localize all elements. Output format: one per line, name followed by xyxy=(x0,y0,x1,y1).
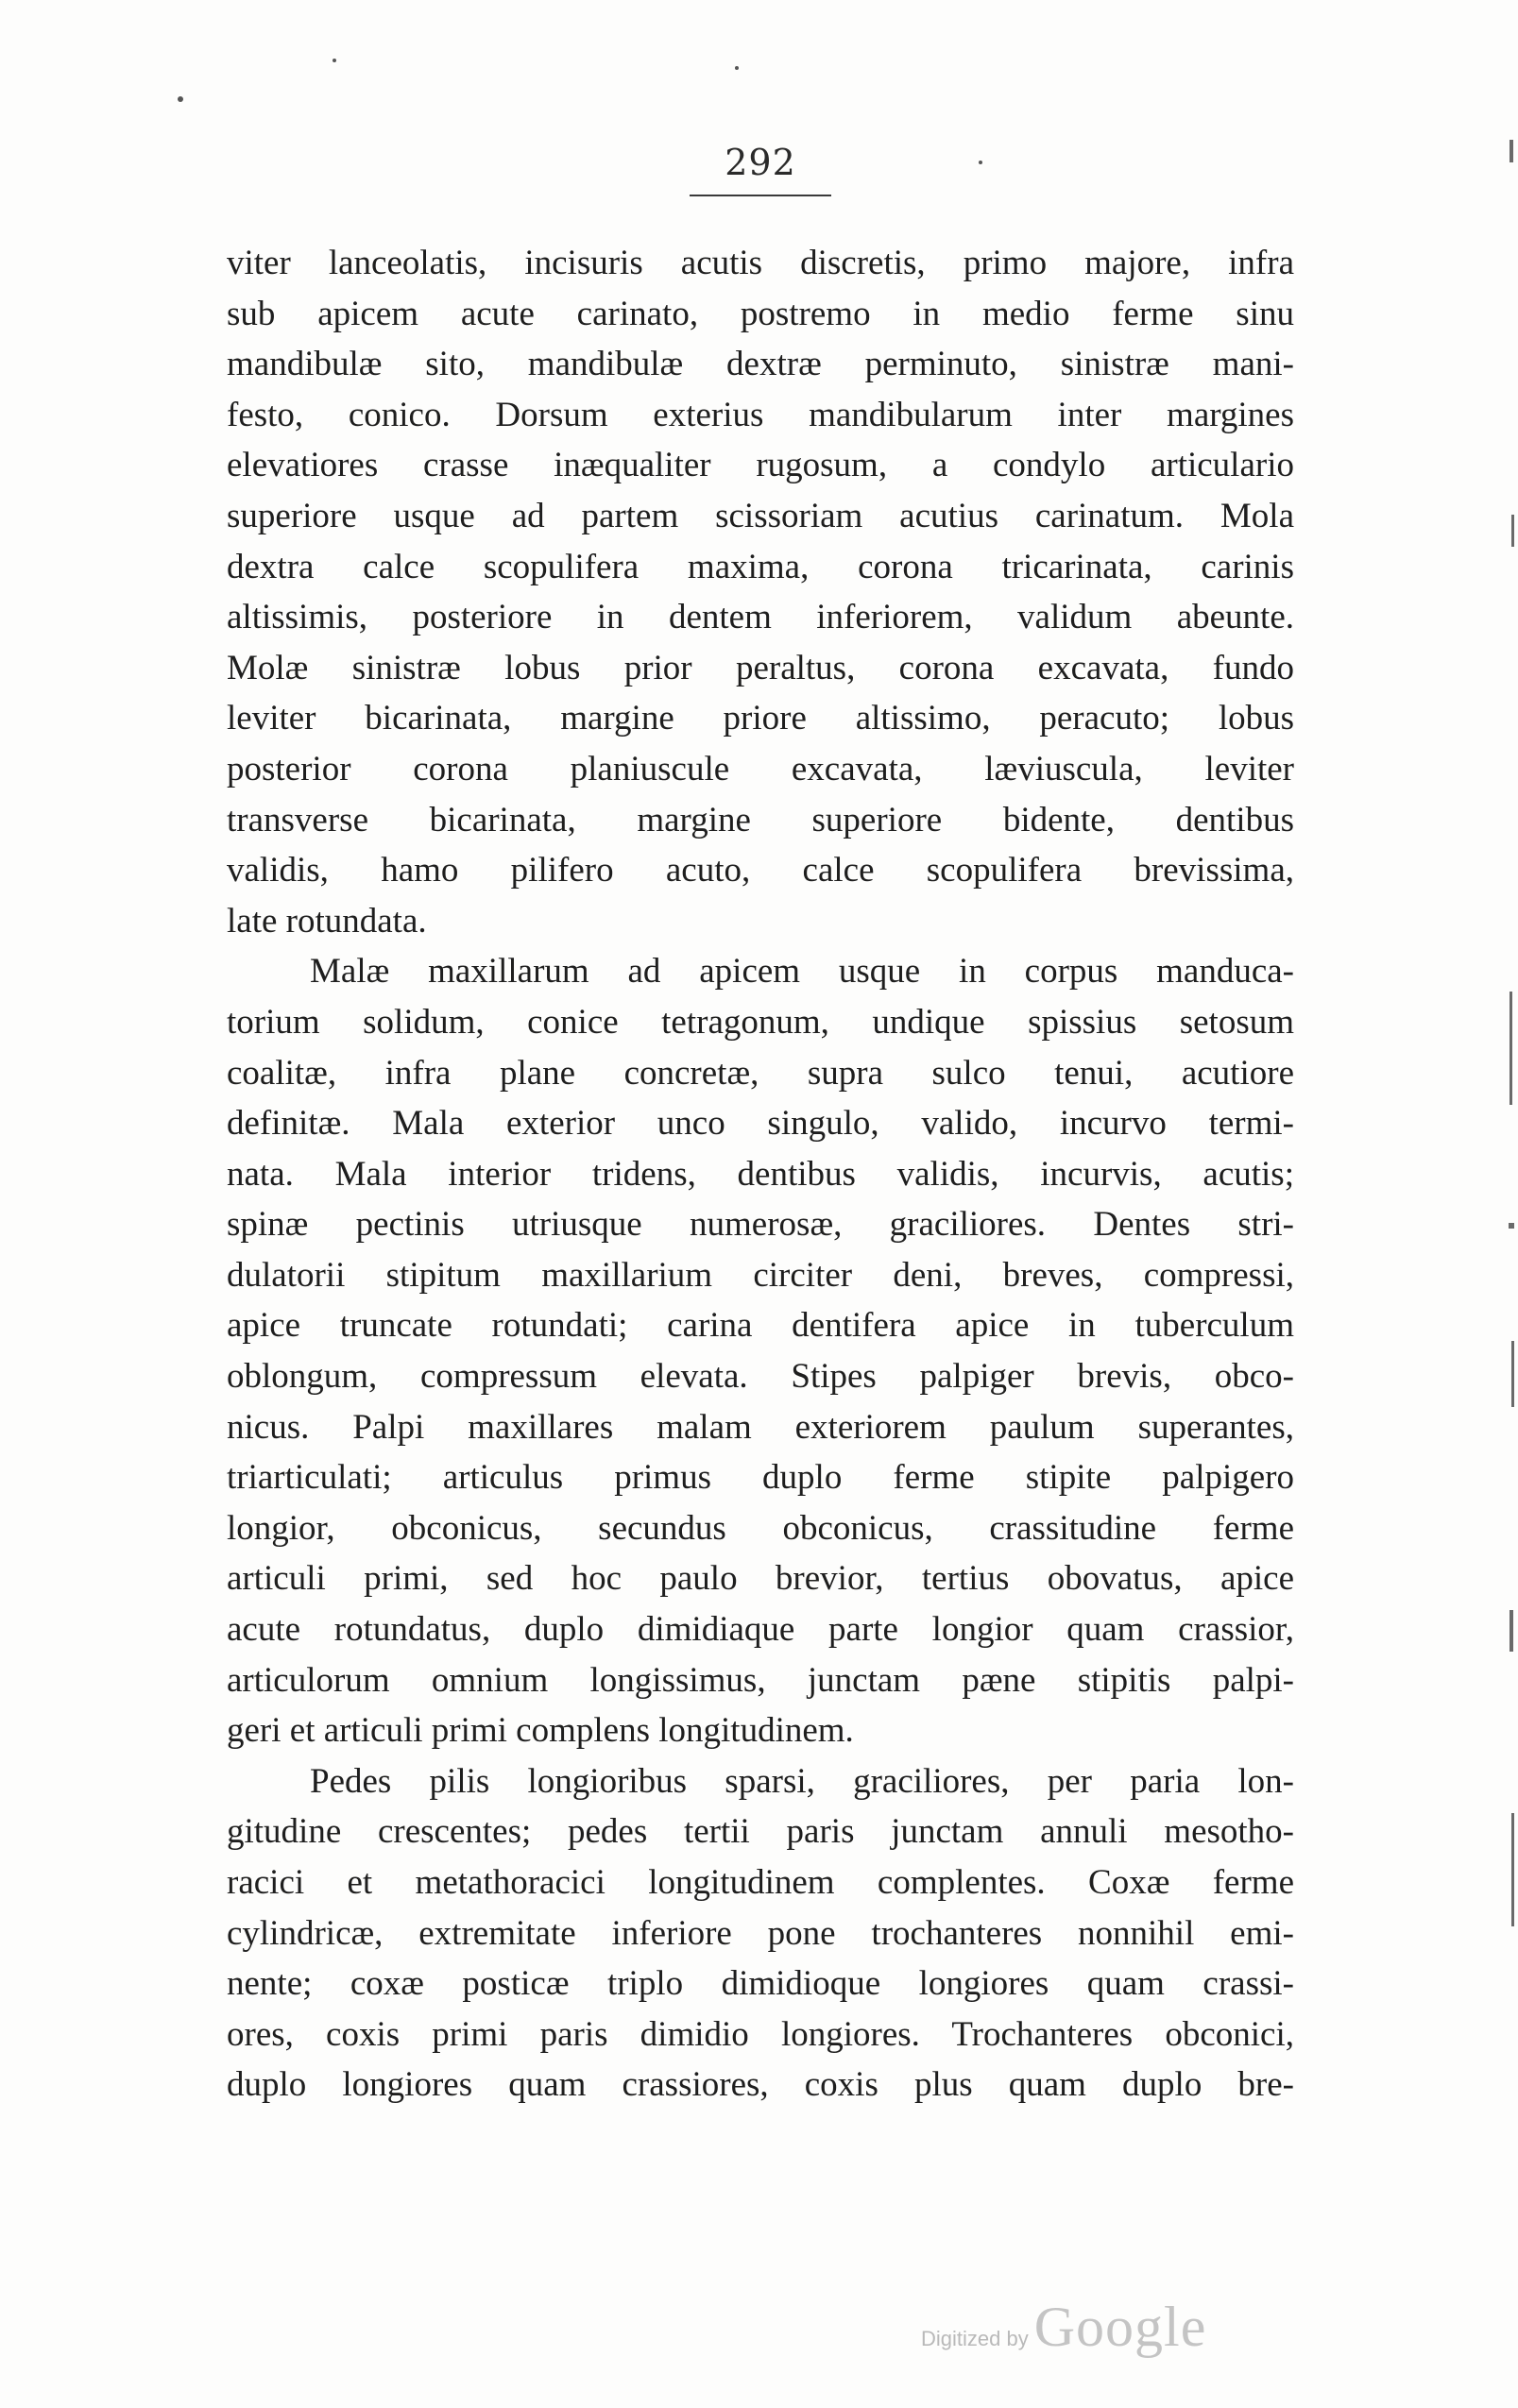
page-number: 292 xyxy=(725,142,796,183)
text-line: late rotundata. xyxy=(227,901,427,941)
text-line: Pedes pilis longioribus sparsi, graciliores, per paria lon- xyxy=(310,1761,1294,1801)
text-line: spinæ pectinis utriusque numerosæ, graciliores. Dentes stri- xyxy=(227,1205,1294,1245)
text-line: acute rotundatus, duplo dimidiaque parte longior quam crassior, xyxy=(227,1610,1294,1650)
text-line: definitæ. Mala exterior unco singulo, valido, incurvo termi- xyxy=(227,1104,1294,1144)
digitized-watermark xyxy=(921,2295,1318,2370)
scan-edge-mark xyxy=(1509,992,1512,1105)
scan-edge-mark xyxy=(1511,515,1514,547)
text-line: articuli primi, sed hoc paulo brevior, tertius obovatus, apice xyxy=(227,1559,1294,1599)
text-line: dulatorii stipitum maxillarium circiter deni, breves, compressi, xyxy=(227,1255,1294,1295)
text-line: superiore usque ad partem scissoriam acutius carinatum. Mola xyxy=(227,496,1294,535)
body-text xyxy=(227,238,1294,2111)
text-line: nente; coxæ posticæ triplo dimidioque longiores quam crassi- xyxy=(227,1964,1294,2004)
google-logo: Google xyxy=(1033,2296,1207,2358)
text-line: altissimis, posteriore in dentem inferiorem, validum abeunte. xyxy=(227,598,1294,637)
text-line: cylindricæ, extremitate inferiore pone trochanteres nonnihil emi- xyxy=(227,1913,1294,1953)
text-line: duplo longiores quam crassiores, coxis plus quam duplo bre- xyxy=(227,2065,1294,2105)
scan-edge-mark xyxy=(1509,140,1513,162)
scan-speck xyxy=(333,59,336,62)
text-line: sub apicem acute carinato, postremo in medio ferme sinu xyxy=(227,294,1294,333)
scan-speck xyxy=(178,96,183,102)
text-line: triarticulati; articulus primus duplo ferme stipite palpigero xyxy=(227,1458,1294,1498)
scan-edge-mark xyxy=(1511,1813,1514,1926)
scan-edge-mark xyxy=(1511,1341,1514,1407)
text-line: oblongum, compressum elevata. Stipes palpiger brevis, obco- xyxy=(227,1357,1294,1397)
text-line: geri et articuli primi complens longitudinem. xyxy=(227,1711,854,1751)
text-line: elevatiores crasse inæqualiter rugosum, a condylo articulario xyxy=(227,446,1294,485)
watermark-prefix: Digitized by xyxy=(921,2327,1029,2350)
text-line: mandibulæ sito, mandibulæ dextræ perminuto, sinistræ mani- xyxy=(227,345,1294,384)
text-line: dextra calce scopulifera maxima, corona tricarinata, carinis xyxy=(227,547,1294,586)
text-line: articulorum omnium longissimus, junctam pæne stipitis palpi- xyxy=(227,1660,1294,1700)
text-line: coalitæ, infra plane concretæ, supra sulco tenui, acutiore xyxy=(227,1053,1294,1093)
text-line: viter lanceolatis, incisuris acutis discretis, primo majore, infra xyxy=(227,244,1294,282)
text-line: racici et metathoracici longitudinem complentes. Coxæ ferme xyxy=(227,1863,1294,1902)
text-line: longior, obconicus, secundus obconicus, crassitudine ferme xyxy=(227,1508,1294,1548)
text-line: Malæ maxillarum ad apicem usque in corpus manduca- xyxy=(310,952,1294,992)
scan-edge-mark xyxy=(1509,1223,1514,1229)
scan-speck xyxy=(735,66,739,70)
text-line: gitudine crescentes; pedes tertii paris junctam annuli mesotho- xyxy=(227,1812,1294,1852)
text-line: torium solidum, conice tetragonum, undique spissius setosum xyxy=(227,1002,1294,1042)
text-line: apice truncate rotundati; carina dentifera apice in tuberculum xyxy=(227,1306,1294,1346)
text-line: festo, conico. Dorsum exterius mandibularum inter margines xyxy=(227,395,1294,434)
text-line: ores, coxis primi paris dimidio longiores. Trochanteres obconici, xyxy=(227,2014,1294,2054)
scan-edge-mark xyxy=(1509,1610,1513,1652)
page-number-rule xyxy=(690,195,831,196)
text-line: nata. Mala interior tridens, dentibus validis, incurvis, acutis; xyxy=(227,1154,1294,1194)
text-line: posterior corona planiuscule excavata, læviuscula, leviter xyxy=(227,749,1294,789)
text-line: nicus. Palpi maxillares malam exteriorem paulum superantes, xyxy=(227,1407,1294,1447)
scan-speck xyxy=(979,161,982,164)
text-line: Molæ sinistræ lobus prior peraltus, corona excavata, fundo xyxy=(227,648,1294,687)
text-line: transverse bicarinata, margine superiore bidente, dentibus xyxy=(227,800,1294,839)
text-line: validis, hamo pilifero acuto, calce scopulifera brevissima, xyxy=(227,851,1294,890)
text-line: leviter bicarinata, margine priore altissimo, peracuto; lobus xyxy=(227,699,1294,738)
